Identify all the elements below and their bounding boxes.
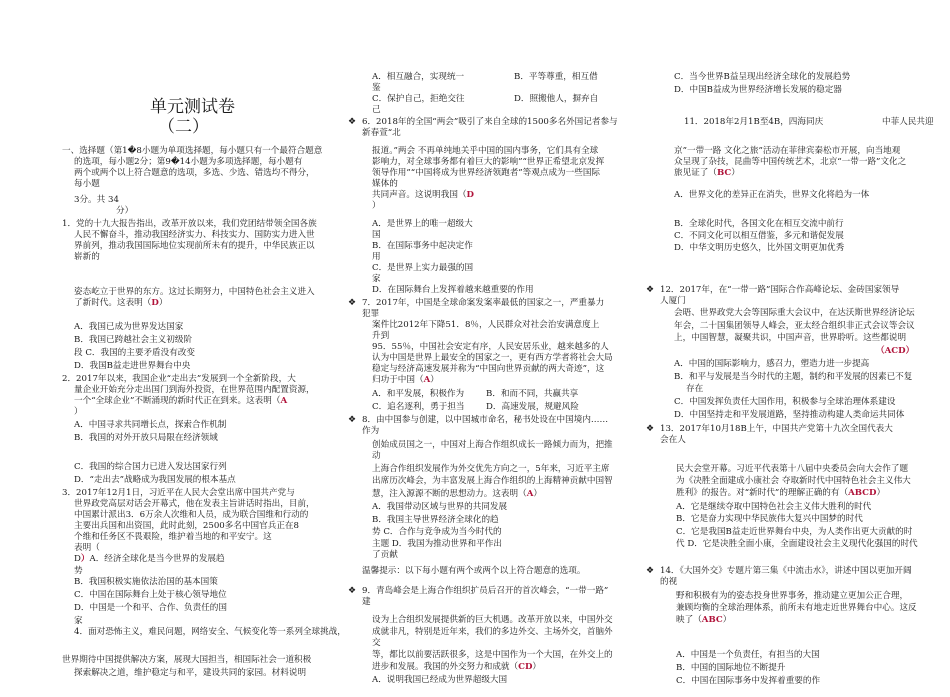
text-line: 人民不懈奋斗，推动我国经济实力、科技实力、国防实力进入世 xyxy=(74,230,315,240)
option-a: A．相互融合，实现统一 xyxy=(372,72,465,82)
option-a: 势 xyxy=(74,566,83,576)
option-a: A．是世界上的唯一超级大 xyxy=(372,219,473,229)
option-d: D．在国际舞台上发挥着越来越重要的作用 xyxy=(372,285,534,295)
text-line: 探索解决之道，维护稳定与和平，建设共同的家园。材料说明 xyxy=(74,668,307,678)
text-line: 作为 xyxy=(362,426,380,436)
option-a: A．和平发展，积极作为 xyxy=(372,389,465,399)
bullet-icon: ❖ xyxy=(646,424,655,434)
option-c: C．中国在国际事务中发挥着重要的作 xyxy=(676,676,821,686)
option-d: D．照搬他人，摒弃自 xyxy=(514,94,599,104)
option-d: 代 D．它是决胜全面小康，全面建设社会主义现代化强国的时代 xyxy=(676,539,918,549)
text-line: 媒体的 xyxy=(372,179,398,189)
text-line: 映了（ABC） xyxy=(676,615,732,625)
column-right xyxy=(646,0,948,697)
option-d: D．中华文明历史悠久，比外国文明更加优秀 xyxy=(674,243,845,253)
text-line: 人厦门 xyxy=(660,296,686,306)
text-line: 出席历次峰会，为丰富发展上海合作组织的上海精神贡献中国智 xyxy=(372,476,613,486)
text-line: 用 xyxy=(372,252,381,262)
option-d: D．“走出去”战略成为我国发展的根本基点 xyxy=(74,475,236,485)
text-line: ） xyxy=(74,407,83,417)
hint-text: 温馨提示：以下每小题有两个或两个以上符合题意的选项。 xyxy=(362,566,586,576)
text-line: 了新时代。这表明（D） xyxy=(74,298,168,308)
text-line: 动 xyxy=(372,451,381,461)
question-7: 7．2017年，中国是全球命案发案率最低的国家之一，严重暴力 xyxy=(362,298,605,308)
text-line: 认为中国是世界上最安全的国家之一，更有西方学者将社会大局 xyxy=(372,353,613,363)
answer-q2: A xyxy=(280,396,288,406)
text-line: 表明（ xyxy=(74,543,100,553)
text-line: 创始成员国之一，中国对上海合作组织成长一路倾力而为，把推 xyxy=(372,440,613,450)
text-line: 设为上合组织发展提供新的巨大机遇。改革开放以来，中国外交 xyxy=(372,615,613,625)
answer-q9: CD xyxy=(518,662,533,672)
text-line: 崭新的 xyxy=(74,252,100,262)
option-a: A．中国的国际影响力，感召力，塑造力进一步提高 xyxy=(674,359,870,369)
option-b: C．中国在国际舞台上处于核心领导地位 xyxy=(74,590,227,600)
text-line: 每小题 xyxy=(74,179,100,189)
text-line: 的视 xyxy=(660,577,678,587)
text-line: 上海合作组织发展作为外交优先方向之一，5年来，习近平主席 xyxy=(372,464,610,474)
option-b: B．我国的对外开放只局限在经济领域 xyxy=(74,433,218,443)
option-c: C．中国发挥负责任大国作用，积极参与全球治理体系建设 xyxy=(674,397,896,407)
option-b: B．在国际事务中起决定作 xyxy=(372,241,473,251)
text-line: 旅见证了（BC） xyxy=(674,168,740,178)
question-12: 12．2017年，在“一带一路”国际合作高峰论坛、金砖国家领导 xyxy=(660,285,900,295)
option-c: C．它是我国B益走近世界舞台中央，为人类作出更大贡献的时 xyxy=(676,527,913,537)
text-line: 中国累计派出3．6万余人次维和人员，成为联合国维和行动的 xyxy=(74,510,309,520)
text-line: 会在人 xyxy=(660,435,686,445)
option-b: B．全球化时代，各国文化在相互交流中前行 xyxy=(674,219,844,229)
question-14: 14．《大国外交》专题片第三集《中流击水》，讲述中国以更加开阔 xyxy=(660,566,912,576)
option-c: C．保护自己，拒绝交往 xyxy=(372,94,465,104)
text-line: 鉴 xyxy=(372,83,381,93)
text-line: 会晤、世界政党大会等国际重大会议中，在达沃斯世界经济论坛 xyxy=(674,308,915,318)
option-a: A．我国带动区域与世界的共同发展 xyxy=(372,502,508,512)
option-b: B．我国已跨越社会主义初级阶 xyxy=(74,335,193,345)
text-line: 兼顾均衡的全球治理体系，前所未有地走近世界舞台中心。这反 xyxy=(676,603,917,613)
question-13: 13．2017年10月18B上午，中国共产党第十九次全国代表大 xyxy=(660,424,893,434)
text-line: 等，都比以前要活跃很多，这是中国作为一个大国，在外交上的 xyxy=(372,650,613,660)
option-c: 势 C．合作与竞争成为当今时代的 xyxy=(372,527,502,537)
option-b: B．和平与发展是当今时代的主题，制约和平发展的因素已不复 xyxy=(674,372,913,382)
option-a: A．中国是一个负责任，有担当的大国 xyxy=(676,650,820,660)
text-line: 国 xyxy=(372,230,381,240)
text-line: 众呈现了杂技，昆曲等中国传统艺术，北京“一带一路”文化之 xyxy=(674,157,907,167)
text-line: 3分。共 34 xyxy=(74,195,119,205)
option-a: A．说明我国已经成为世界超级大国 xyxy=(372,675,508,685)
bullet-icon: ❖ xyxy=(646,566,655,576)
question-9: 9．青岛峰会是上海合作组织扩员后召开的首次峰会，“一带一路” xyxy=(362,586,609,596)
option-c: C．不同文化可以相互借鉴，多元和谐促发展 xyxy=(674,231,844,241)
option-a: A．我国已成为世界发达国家 xyxy=(74,322,184,332)
question-11: 11．2018年2月1B至4B，四海同庆 xyxy=(684,117,824,127)
option-b: B．它是奋力实现中华民族伟大复兴中国梦的时代 xyxy=(676,514,863,524)
text-line: 分） xyxy=(116,206,134,216)
bullet-icon: ❖ xyxy=(348,586,357,596)
text-line: 两个或两个以上符合题意的选项，多选、少选、错选均不得分， xyxy=(74,168,315,178)
text-line: 了贡献 xyxy=(372,550,398,560)
bullet-icon: ❖ xyxy=(646,285,655,295)
answer-q6: D xyxy=(466,190,474,200)
option-d: 家 xyxy=(74,616,83,626)
text-line: 胜利》的报告。对“新时代”的理解正确的有（ABCD） xyxy=(676,488,886,498)
text-line: 共同声音。这说明我国（D xyxy=(372,190,474,200)
text-line: 上，中国智慧，凝聚共识，中国声音，世界聆听。这些都说明 xyxy=(674,333,907,343)
text-line: 进步和发展。我国的外交努力和成就（CD） xyxy=(372,662,542,672)
answer-q12: （ACD） xyxy=(876,346,915,356)
text-line: 报道。”两会 不再单纯地关乎中国的国内事务，它们具有全球 xyxy=(372,146,599,156)
text-line: B．我国积极实施依法治国的基本国策 xyxy=(74,577,218,587)
question-1: 1．党的十九大报告指出，改革开放以来，我们党团结带领全国各族 xyxy=(62,219,317,229)
text-line: 京”一带一路 文化之旅”活动在菲律宾秦松市开展，向当地观 xyxy=(674,146,901,156)
text-line: 为《决胜全面建成小康社会 夺取新时代中国特色社会主义伟大 xyxy=(676,476,911,486)
text-line: D）A．经济全球化是当今世界的发展趋 xyxy=(74,554,225,564)
text-line: 95．55％，中国社会安定有序，人民安居乐业，越来越多的人 xyxy=(372,342,609,352)
text-line: 家 xyxy=(372,274,381,284)
text-line: 一个“全球企业”不断涌现的新时代正在到来。这表明（A xyxy=(74,396,288,406)
text-line: 主要出兵国和出资国，此时此刻，2500多名中国官兵正在8 xyxy=(74,521,299,531)
answer-q13: ABCD xyxy=(848,488,877,498)
option-a: A．世界文化的差异正在消失，世界文化将趋为一体 xyxy=(674,190,870,200)
option-c: D．中国是一个和平、合作、负责任的国 xyxy=(74,603,227,613)
test-title: 单元测试卷 xyxy=(150,97,235,117)
option-b: B．和而不同，共赢共享 xyxy=(486,389,579,399)
text-line: 4．面对恐怖主义，难民问题，网络安全、气候变化等一系列全球挑战， xyxy=(74,627,346,637)
option-d: D．中国坚持走和平发展道路，坚持推动构建人类命运共同体 xyxy=(674,410,905,420)
question-8: 8．由中国参与创建，以中国城市命名，秘书处设在中国境内…… xyxy=(362,415,609,425)
question-6: 6．2018年的全国“两会”吸引了来自全球的1500多名外国记者参与 xyxy=(362,117,618,127)
question-2: 2．2017年以来，我国企业“走出去”发展到一个全新阶段，大 xyxy=(62,374,296,384)
option-d: D．中国B益成为世界经济增长发展的稳定器 xyxy=(674,85,842,95)
text-line: 中菲人民共迎 xyxy=(882,117,934,127)
option-b: B．我国主导世界经济全球化的趋 xyxy=(372,515,499,525)
bullet-icon: ❖ xyxy=(348,415,357,425)
answer-q3: ） xyxy=(80,554,90,564)
bullet-icon: ❖ xyxy=(348,298,357,308)
option-d: D．我国B益走进世界舞台中央 xyxy=(74,361,191,371)
option-b: B．平等尊重，相互借 xyxy=(514,72,598,82)
test-subtitle: （二） xyxy=(158,117,209,137)
option-c: C．是世界上实力最强的国 xyxy=(372,263,474,273)
text-line: 个维和任务区不畏艰险，维护着当地的和平安宁。这 xyxy=(74,532,272,542)
text-line: 己 xyxy=(372,105,381,115)
text-line: 野和积极有为的姿态投身世界事务，推动建立更加公正合理， xyxy=(676,591,909,601)
text-line: 影响力，对全球事务都有着巨大的影响”“世界正希望北京发挥 xyxy=(372,157,605,167)
option-c: C．当今世界B益呈现出经济全球化的发展趋势 xyxy=(674,72,851,82)
option-d: D．高速发展，规避风险 xyxy=(486,402,579,412)
option-c: 段 C．我国的主要矛盾没有改变 xyxy=(74,348,196,358)
text-line: 成就非凡，特别是近年来，我们的多边外交、主场外交，首脑外 xyxy=(372,627,613,637)
text-line: 稳定与经济高速发展并称为“中国向世界贡献的两大奇迹”，这 xyxy=(372,364,605,374)
text-line: 建 xyxy=(362,597,371,607)
text-line: 新春萱“北 xyxy=(362,128,401,138)
text-line: 归功于中国（A） xyxy=(372,375,439,385)
text-line: ） xyxy=(372,201,381,211)
option-a: A．中国寻求共同增长点，探索合作机制 xyxy=(74,420,227,430)
question-4: 世界期待中国提供解决方案，展现大国担当，相国际社会一道积极 xyxy=(62,655,312,665)
text-line: 年会，二十国集团领导人峰会，亚太经合组织非正式会议等会议 xyxy=(674,321,915,331)
text-line: 的选项，每小题2分；第9�14小题为多项选择题，每小题有 xyxy=(74,157,303,167)
option-a: A．它是继续夺取中国特色社会主义伟大胜利的时代 xyxy=(676,502,872,512)
answer-q8: A xyxy=(526,489,534,499)
text-line: 交 xyxy=(372,638,381,648)
option-d: 主题 D．我国为推动世界和平作出 xyxy=(372,539,502,549)
option-b: B．中国的国际地位不断提升 xyxy=(676,663,786,673)
answer-q1: D xyxy=(151,298,159,308)
text-line: 慧，注入源源不断的思想动力。这表明（A） xyxy=(372,489,542,499)
text-line: 民大会堂开幕。习近平代表第十八届中央委员会向大会作了题 xyxy=(676,464,909,474)
text-line: 界前列，推动我国国际地位实现前所未有的提升，中华民族正以 xyxy=(74,241,315,251)
text-line: 升到 xyxy=(372,331,390,341)
question-3: 3．2017年12月1日，习近平在人民大会堂出席中国共产党与 xyxy=(62,488,295,498)
text-line: 存在 xyxy=(686,384,704,394)
text-line: 量企业开始充分走出国门到海外投资，在世界范围内配置资源， xyxy=(74,385,315,395)
answer-q14: ABC xyxy=(701,615,723,625)
column-left xyxy=(62,0,360,697)
option-c: C．我国的综合国力已进入发达国家行列 xyxy=(74,462,227,472)
text-line: 犯罪 xyxy=(362,309,380,319)
text-line: 案件比2012年下降51．8％，人民群众对社会治安满意度上 xyxy=(372,320,600,330)
text-line: 世界政党高层对话会开幕式，他在发表主旨讲话时指出，目前， xyxy=(74,499,315,509)
column-middle xyxy=(348,0,660,697)
answer-q7: A xyxy=(423,375,431,385)
bullet-icon: ❖ xyxy=(348,117,357,127)
text-line: 领导作用”“中国将成为世界经济领跑者”等观点成为一些国际 xyxy=(372,168,601,178)
option-c: C．追名逐利，勇于担当 xyxy=(372,402,465,412)
section-heading: 一、选择题（第1�8小题为单项选择题，每小题只有一个最符合题意 xyxy=(62,146,323,156)
answer-q11: BC xyxy=(716,168,732,178)
text-line: 姿态屹立于世界的东方。这过长期努力，中国特色社会主义进入 xyxy=(74,287,315,297)
